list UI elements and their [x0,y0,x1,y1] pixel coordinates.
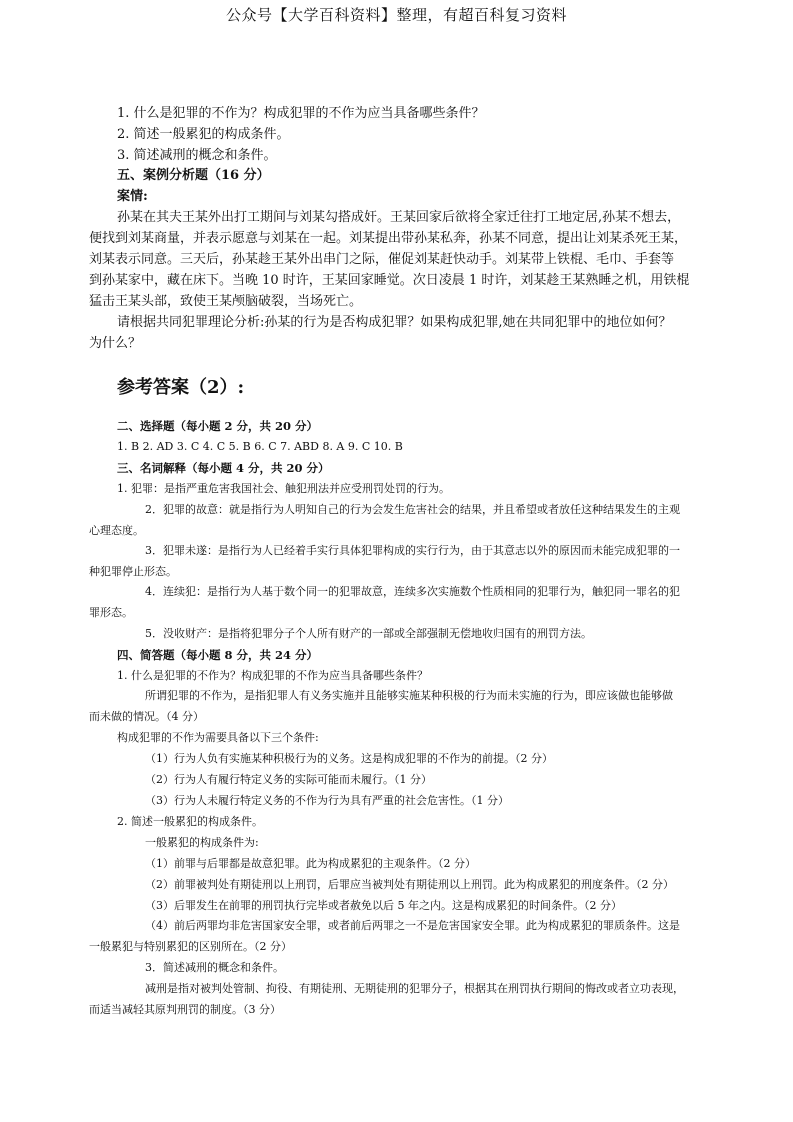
short-line: （1）行为人负有实施某种积极行为的义务。这是构成犯罪的不作为的前提。（2 分） [145,752,553,765]
term-line: 心理态度。 [89,524,144,537]
term-line: 5．没收财产：是指将犯罪分子个人所有财产的一部或全部强制无偿地收归国有的刑罚方法。 [145,627,592,640]
case-line: 便找到刘某商量，并表示愿意与刘某在一起。刘某提出带孙某私奔，孙某不同意，提出让刘某杀死王某， [89,231,688,246]
short-line: （3）行为人未履行特定义务的不作为行为具有严重的社会危害性。（1 分） [145,794,509,807]
short-line: 减刑是指对被判处管制、拘役、有期徒刑、无期徒刑的犯罪分子，根据其在刑罚执行期间的悔改或者立功表现， [145,982,684,995]
term-line: 1. 犯罪：是指严重危害我国社会、触犯刑法并应受刑罚处罚的行为。 [117,482,450,495]
term-line: 2．犯罪的故意：就是指行为人明知自己的行为会发生危害社会的结果，并且希望或者放任这种结果发生的主观 [145,503,680,516]
short-line: （2）前罪被判处有期徒刑以上刑罚，后罪应当被判处有期徒刑以上刑罚。此为构成累犯的刑度条件。（2 分） [145,878,674,891]
question-line: 3. 简述减刑的概念和条件。 [117,148,277,163]
short-line: 所谓犯罪的不作为，是指犯罪人有义务实施并且能够实施某种积极的行为而未实施的行为，即应该做也能够做 [145,689,673,702]
question-line: 1. 什么是犯罪的不作为？构成犯罪的不作为应当具备哪些条件？ [117,106,485,121]
short-line: （4）前后两罪均非危害国家安全罪，或者前后两罪之一不是危害国家安全罪。此为构成累犯的罪质条件。这是 [145,919,680,932]
short-line: 3．简述减刑的概念和条件。 [145,961,284,974]
short-line: （1）前罪与后罪都是故意犯罪。此为构成累犯的主观条件。（2 分） [145,857,476,870]
short-line: 构成犯罪的不作为需要具备以下三个条件: [117,731,319,744]
term-line: 4．连续犯：是指行为人基于数个同一的犯罪故意，连续多次实施数个性质相同的犯罪行为，触犯同一罪名的犯 [145,585,680,598]
short-line: 一般累犯的构成条件为: [145,836,259,849]
short-section-title: 四、简答题（每小题 8 分，共 24 分） [117,648,319,662]
short-line: 一般累犯与特别累犯的区别所在。（2 分） [89,940,292,953]
short-line: （2）行为人有履行特定义务的实际可能而未履行。（1 分） [145,773,432,786]
case-question-line: 请根据共同犯罪理论分析:孙某的行为是否构成犯罪？如果构成犯罪,她在共同犯罪中的地位如何？ [117,315,672,330]
term-line: 罪形态。 [89,606,133,619]
term-line: 种犯罪停止形态。 [89,565,177,578]
case-line: 刘某表示同意。三天后，孙某趁王某外出串门之际，催促刘某赶快动手。刘某带上铁棍、毛巾、手套等 [89,252,675,267]
choice-answers: 1. B 2. AD 3. C 4. C 5. B 6. C 7. ABD 8. A 9. C 10. B [117,440,403,453]
term-line: 3．犯罪未遂：是指行为人已经着手实行具体犯罪构成的实行行为，由于其意志以外的原因而未能完成犯罪的一 [145,544,680,557]
case-label: 案情: [117,189,148,204]
short-line: 而未做的情况。（4 分） [89,710,204,723]
short-line: 2. 简述一般累犯的构成条件。 [117,815,263,828]
choice-section-title: 二、选择题（每小题 2 分，共 20 分） [117,419,319,433]
short-line: （3）后罪发生在前罪的刑罚执行完毕或者赦免以后 5 年之内。这是构成累犯的时间条件。（2 分） [145,899,622,912]
terms-section-title: 三、名词解释（每小题 4 分，共 20 分） [117,461,330,475]
case-section-title: 五、案例分析题（16 分） [117,168,270,183]
short-line: 而适当减轻其原判刑罚的制度。（3 分） [89,1003,281,1016]
case-line: 猛击王某头部，致使王某颅脑破裂，当场死亡。 [89,294,363,309]
case-line: 到孙某家中，藏在床下。当晚 10 时许，王某回家睡觉。次日凌晨 1 时许，刘某趁王某熟睡之机，用铁棍 [89,273,690,288]
question-line: 2. 简述一般累犯的构成条件。 [117,127,290,142]
answers-title: 参考答案（2）: [117,377,245,398]
page-header: 公众号【大学百科资料】整理，有超百科复习资料 [225,6,567,24]
case-line: 孙某在其夫王某外出打工期间与刘某勾搭成奸。王某回家后欲将全家迁往打工地定居,孙某不想去， [117,210,681,225]
short-line: 1. 什么是犯罪的不作为？构成犯罪的不作为应当具备哪些条件？ [117,669,428,682]
case-question-line: 为什么？ [89,336,142,351]
